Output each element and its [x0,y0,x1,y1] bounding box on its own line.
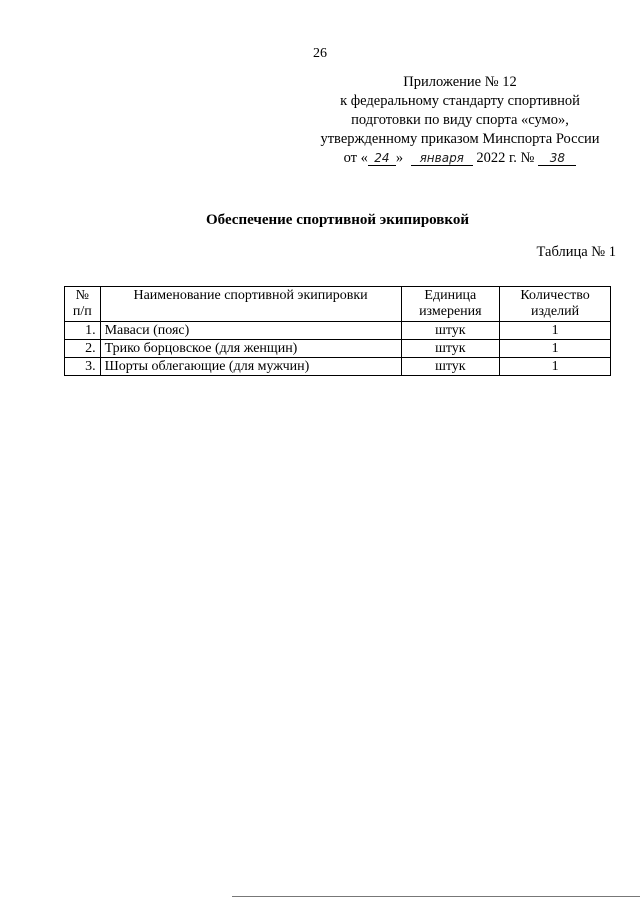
appendix-line-3: подготовки по виду спорта «сумо», [351,112,569,128]
table-label: Таблица № 1 [536,244,616,260]
handwritten-month: января [411,151,473,166]
bottom-scan-edge [232,896,640,897]
appendix-line-2: к федеральному стандарту спортивной [340,93,580,109]
row-name: Трико борцовское (для женщин) [100,340,401,358]
header-unit: Единица измерения [401,287,500,322]
row-num: 1. [65,322,101,340]
appendix-header [300,73,620,168]
page-number: 26 [313,46,327,61]
row-qty: 1 [500,322,611,340]
appendix-line-1: Приложение № 12 [403,74,517,90]
date-prefix: от « [343,150,368,166]
handwritten-day: 24 [368,151,396,166]
table-row [65,340,611,358]
year-text: 2022 г. № [476,150,535,166]
row-name: Шорты облегающие (для мужчин) [100,358,401,376]
row-num: 3. [65,358,101,376]
equipment-table [64,286,611,376]
row-qty: 1 [500,340,611,358]
document-title: Обеспечение спортивной экипировкой [205,212,469,228]
handwritten-order-number: 38 [538,151,576,166]
table-header-row [65,287,611,322]
header-num: № п/п [65,287,101,322]
header-name: Наименование спортивной экипировки [100,287,401,322]
row-unit: штук [401,358,500,376]
row-unit: штук [401,340,500,358]
table-row [65,358,611,376]
date-mid: » [395,150,407,166]
header-qty: Количество изделий [500,287,611,322]
row-unit: штук [401,322,500,340]
row-qty: 1 [500,358,611,376]
row-name: Маваси (пояс) [100,322,401,340]
appendix-line-4: утвержденному приказом Минспорта России [320,131,600,147]
appendix-date-line [300,149,620,168]
row-num: 2. [65,340,101,358]
table-row [65,322,611,340]
